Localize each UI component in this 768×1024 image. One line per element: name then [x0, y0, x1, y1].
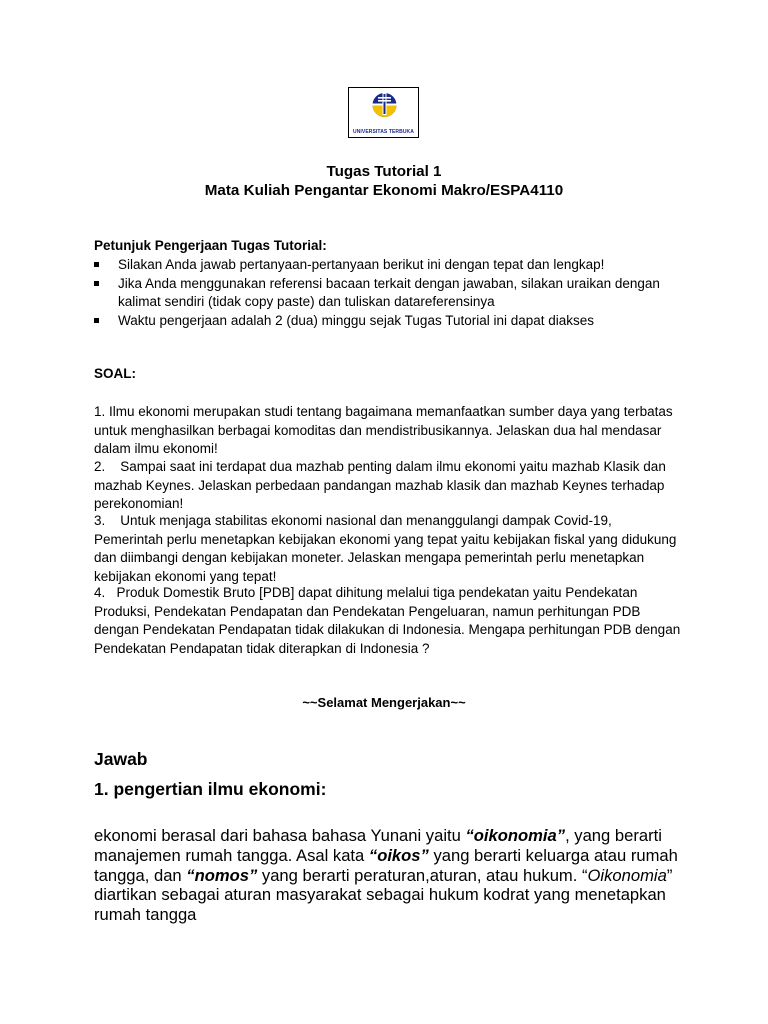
- answer-text: yang berarti peraturan,aturan, atau hukum. “: [257, 865, 588, 885]
- term-oikos: “oikos”: [368, 845, 429, 865]
- document-subtitle: Mata Kuliah Pengantar Ekonomi Makro/ESPA4110: [204, 182, 564, 199]
- answer-text: ” diartikan sebagai aturan masyarakat sebagai hukum kodrat yang menetapkan rumah tangga: [94, 865, 673, 925]
- soal-heading: SOAL:: [94, 366, 136, 381]
- question-2: 2. Sampai saat ini terdapat dua mazhab penting dalam ilmu ekonomi yaitu mazhab Klasik dan mazhab Keynes. Jelaskan perbedaan pandangan mazhab klasik dan mazhab Keynes terhadap perekonomian!: [94, 459, 666, 511]
- university-logo: [348, 87, 419, 138]
- instruction-item: [94, 312, 694, 331]
- answer-paragraph: [94, 826, 694, 925]
- term-nomos: “nomos”: [186, 865, 258, 885]
- answer-subheading: 1. pengertian ilmu ekonomi:: [94, 779, 327, 799]
- answer-text: ekonomi berasal dari bahasa bahasa Yunani yaitu: [94, 826, 466, 845]
- answer-text: , yang berarti manajemen rumah tangga. Asal kata: [94, 826, 662, 865]
- instructions-list: [94, 256, 694, 330]
- bullet-icon: [94, 318, 99, 323]
- instructions-heading: Petunjuk Pengerjaan Tugas Tutorial:: [94, 238, 327, 253]
- answer-text: yang berarti keluarga atau rumah tangga, dan: [94, 845, 678, 885]
- question-1: 1. Ilmu ekonomi merupakan studi tentang bagaimana memanfaatkan sumber daya yang terbatas untuk menghasilkan berbagai komoditas dan mendistribusikannya. Jelaskan dua hal mendasar dalam ilmu ekonomi!: [94, 404, 673, 456]
- instruction-item: [94, 275, 694, 312]
- question-3: 3. Untuk menjaga stabilitas ekonomi nasional dan menanggulangi dampak Covid-19, Pemerintah perlu menetapkan kebijakan ekonomi yang tepat yaitu kebijakan fiskal yang didukung dan diimbangi dengan kebijakan moneter. Jelaskan mengapa pemerintah perlu menetapkan kebijakan ekonomi yang tepat!: [94, 513, 677, 584]
- bullet-icon: [94, 262, 99, 267]
- instruction-text: Waktu pengerjaan adalah 2 (dua) minggu sejak Tugas Tutorial ini dapat diakses: [118, 312, 595, 328]
- answer-heading: Jawab: [94, 749, 148, 769]
- term-oikonomia: “oikonomia”: [465, 826, 566, 845]
- question-4: 4. Produk Domestik Bruto [PDB] dapat dihitung melalui tiga pendekatan yaitu Pendekatan Produksi, Pendekatan Pendapatan dan Pendekatan Pengeluaran, namun perhitungan PDB dengan Pendekatan Pendapatan tidak dilakukan di Indonesia. Mengapa perhitungan PDB dengan Pendekatan Pendapatan tidak diterapkan di Indonesia ?: [94, 585, 681, 656]
- instruction-text: Jika Anda menggunakan referensi bacaan terkait dengan jawaban, silakan uraikan dengan kalimat sendiri (tidak copy paste) dan tuliskan datareferensinya: [118, 275, 660, 309]
- closing-text: ~~Selamat Mengerjakan~~: [302, 695, 466, 710]
- document-title: Tugas Tutorial 1: [326, 163, 442, 180]
- bullet-icon: [94, 281, 99, 286]
- term-oikonomia-italic: Oikonomia: [587, 865, 667, 885]
- logo-text: UNIVERSITAS TERBUKA: [353, 129, 414, 135]
- instruction-text: Silakan Anda jawab pertanyaan-pertanyaan berikut ini dengan tepat dan lengkap!: [118, 257, 605, 272]
- instruction-item: [94, 256, 694, 275]
